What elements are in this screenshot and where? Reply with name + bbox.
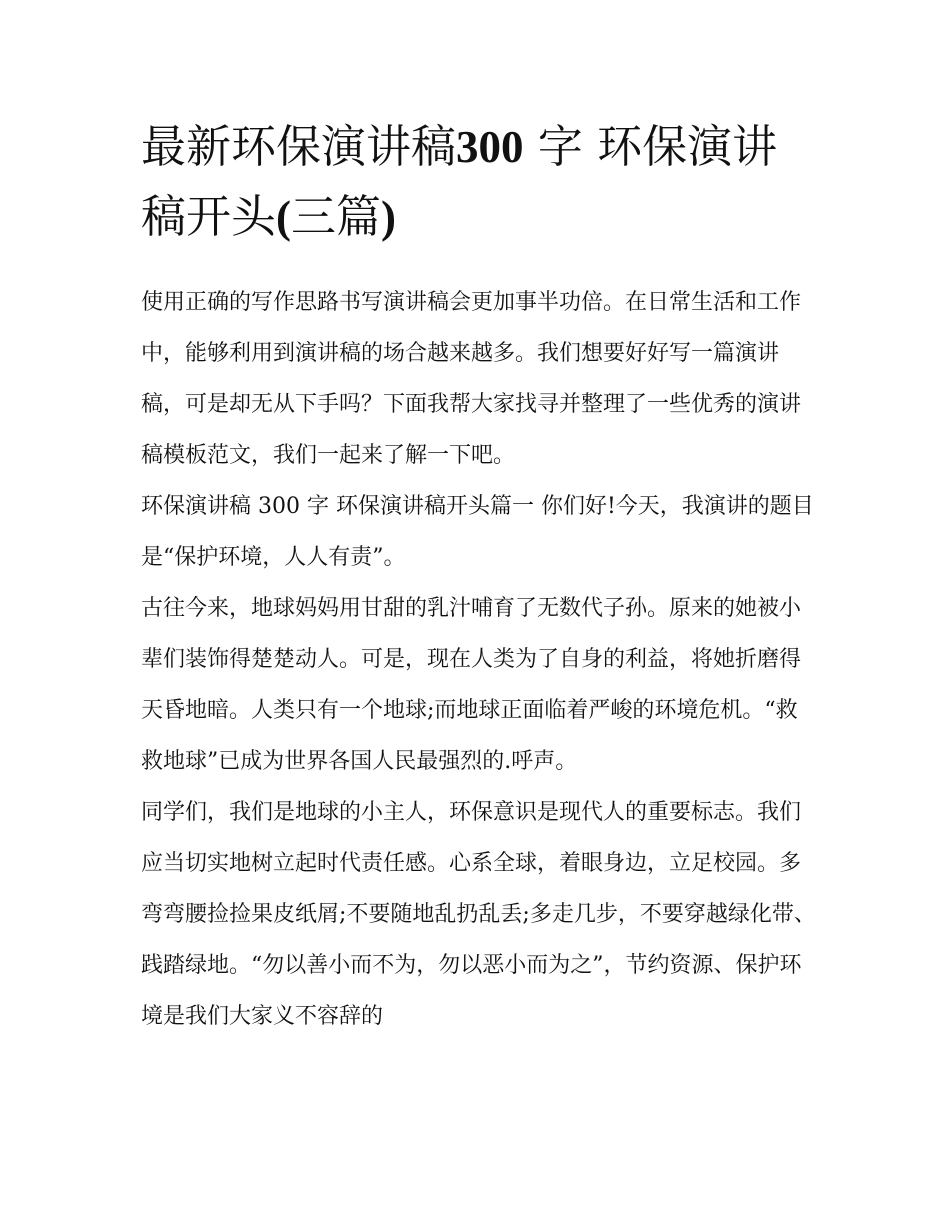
paragraph-3: 同学们，我们是地球的小主人，环保意识是现代人的重要标志。我们应当切实地树立起时代责任感。心系全球，着眼身边，立足校园。多弯弯腰捡捡果皮纸屑;不要随地乱扔乱丢;多走几步，不要穿越绿化带、践踏绿地。“勿以善小而不为，勿以恶小而为之”，节约资源、保护环境是我们大家义不容辞的 [141, 800, 816, 1029]
title-paren-open: ( [276, 192, 292, 242]
title-text-1: 最新环保演讲稿 [141, 120, 457, 173]
document-body [141, 277, 816, 1042]
title-text-3: 三篇 [291, 190, 382, 243]
paragraph-intro: 使用正确的写作思路书写演讲稿会更加事半功倍。在日常生活和工作中，能够利用到演讲稿的场合越来越多。我们想要好好写一篇演讲稿，可是却无从下手吗？下面我帮大家找寻并整理了一些优秀的演讲稿模板范文，我们一起来了解一下吧。 [141, 290, 802, 468]
paragraph-1: 环保演讲稿 300 字 环保演讲稿开头篇一 你们好!今天，我演讲的题目是“保护环境，人人有责”。 [141, 494, 814, 570]
title-text-2: 字 环保演讲稿开头 [141, 120, 778, 243]
document-title [141, 112, 816, 252]
title-paren-close: ) [381, 192, 397, 242]
document-content [141, 112, 816, 1042]
title-number: 300 [456, 122, 524, 172]
paragraph-2: 古往今来，地球妈妈用甘甜的乳汁哺育了无数代子孙。原来的她被小辈们装饰得楚楚动人。可是，现在人类为了自身的利益，将她折磨得天昏地暗。人类只有一个地球;而地球正面临着严峻的环境危机。“救救地球”已成为世界各国人民最强烈的.呼声。 [141, 596, 802, 774]
